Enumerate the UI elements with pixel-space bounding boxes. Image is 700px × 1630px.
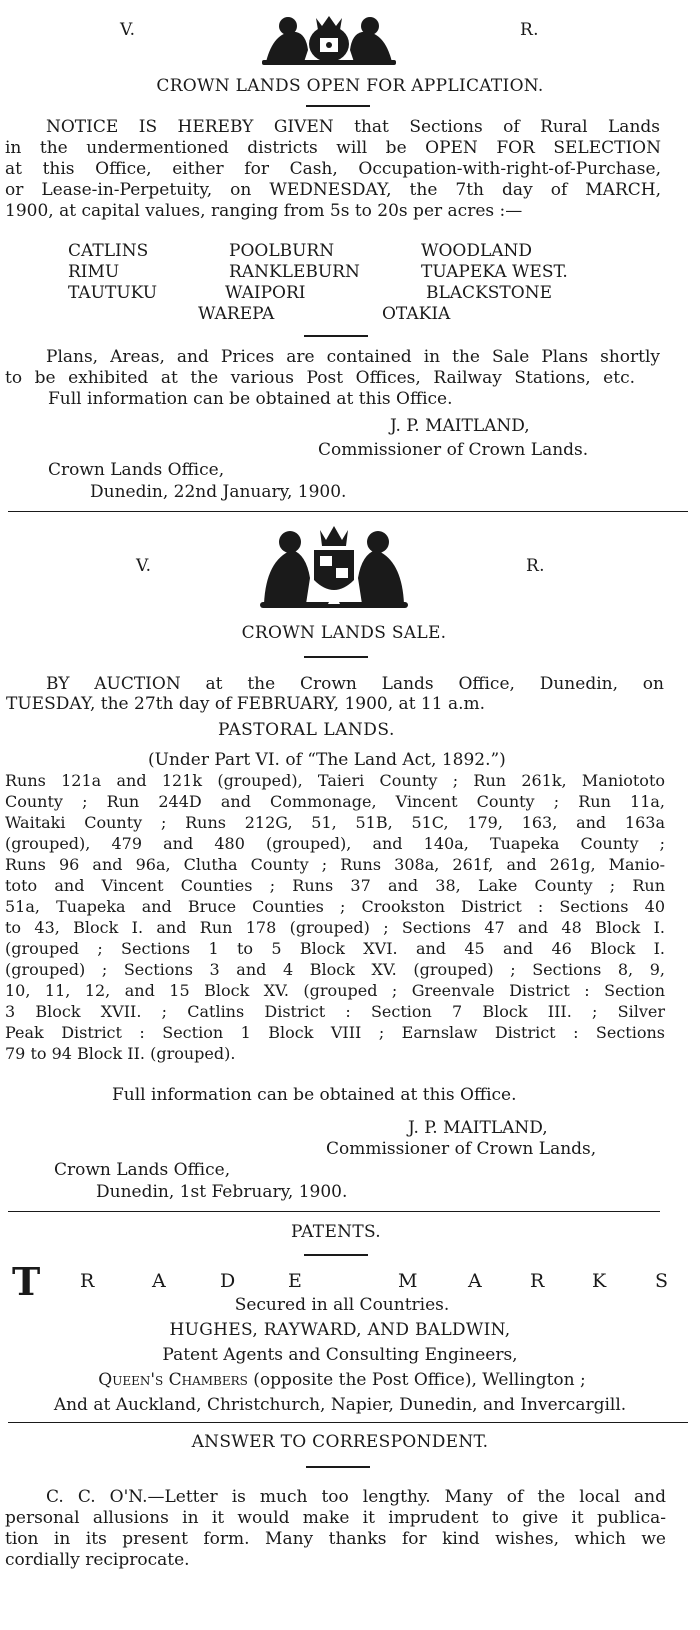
- correspondent-line-1: C. C. O'N.—Letter is much too lengthy. Many of the local and: [46, 1487, 666, 1507]
- trade-marks-initial: T: [12, 1259, 41, 1304]
- royal-crest-icon: [256, 10, 402, 66]
- district-woodland: WOODLAND: [421, 241, 533, 261]
- district-rimu: RIMU: [68, 262, 120, 282]
- correspondent-line-4: cordially reciprocate.: [5, 1550, 190, 1570]
- notice1-plans-line-2: to be exhibited at the various Post Offices, Railway Stations, etc.: [5, 368, 635, 388]
- notice2-office-date: Dunedin, 1st February, 1900.: [96, 1182, 348, 1202]
- notice2-intro-line-1: BY AUCTION at the Crown Lands Office, Dunedin, on: [46, 674, 664, 694]
- runs-line-3: Waitaki County ; Runs 212G, 51, 51B, 51C, 179, 163, and 163a: [5, 813, 665, 832]
- notice2-office: Crown Lands Office,: [54, 1160, 231, 1180]
- runs-line-7: 51a, Tuapeka and Bruce Counties ; Crookston District : Sections 40: [5, 897, 665, 916]
- notice1-title-rule: [306, 105, 370, 107]
- notice1-plans-line-3: Full information can be obtained at this Office.: [48, 389, 453, 409]
- correspondent-line-3: tion in its present form. Many thanks for kind wishes, which we: [5, 1529, 666, 1549]
- runs-line-10: (grouped) ; Sections 3 and 4 Block XV. (grouped) ; Sections 8, 9,: [5, 960, 665, 979]
- district-otakia: OTAKIA: [382, 304, 451, 324]
- notice1-vr-right: R.: [520, 20, 539, 40]
- runs-line-4: (grouped), 479 and 480 (grouped), and 140a, Tuapeka County ;: [5, 834, 665, 853]
- notice1-office-date: Dunedin, 22nd January, 1900.: [90, 482, 347, 502]
- patents-address-chambers: Queen's Chambers: [98, 1370, 248, 1390]
- notice1-signatory-title: Commissioner of Crown Lands.: [318, 440, 589, 460]
- notice1-plans-line-1: Plans, Areas, and Prices are contained in the Sale Plans shortly: [46, 347, 660, 367]
- runs-line-13: Peak District : Section 1 Block VIII ; Earnslaw District : Sections: [5, 1023, 665, 1042]
- runs-line-5: Runs 96 and 96a, Clutha County ; Runs 308a, 261f, and 261g, Manio-: [5, 855, 665, 874]
- trade-marks-letter-s: S: [655, 1270, 669, 1292]
- runs-line-11: 10, 11, 12, and 15 Block XV. (grouped ; Greenvale District : Section: [5, 981, 665, 1000]
- notice2-subtitle: PASTORAL LANDS.: [218, 720, 395, 740]
- notice2-signatory-title: Commissioner of Crown Lands,: [326, 1139, 597, 1159]
- notice2-intro-line-2: TUESDAY, the 27th day of FEBRUARY, 1900, at 11 a.m.: [6, 694, 486, 714]
- notice2-vr-left: V.: [136, 556, 152, 576]
- runs-line-14: 79 to 94 Block II. (grouped).: [5, 1044, 236, 1063]
- notice1-line-3: at this Office, either for Cash, Occupation-with-right-of-Purchase,: [5, 159, 661, 179]
- patents-branches: And at Auckland, Christchurch, Napier, Dunedin, and Invercargill.: [53, 1395, 627, 1415]
- notice2-info: Full information can be obtained at this Office.: [112, 1085, 517, 1105]
- trade-marks-letter-a2: A: [468, 1270, 482, 1292]
- trade-marks-letter-k: K: [592, 1270, 607, 1292]
- notice2-vr-right: R.: [526, 556, 545, 576]
- notice1-line-1: NOTICE IS HEREBY GIVEN that Sections of Rural Lands: [46, 117, 660, 137]
- runs-line-9: (grouped ; Sections 1 to 5 Block XVI. and 45 and 46 Block I.: [5, 939, 665, 958]
- notice1-district-rule: [304, 335, 368, 337]
- trade-marks-letter-m: M: [398, 1270, 418, 1292]
- notice1-signatory: J. P. MAITLAND,: [390, 416, 530, 436]
- district-tautuku: TAUTUKU: [68, 283, 158, 303]
- section-divider-2: [8, 1211, 660, 1212]
- notice1-vr-left: V.: [120, 20, 136, 40]
- trade-marks-letter-a: A: [152, 1270, 166, 1292]
- district-tuapeka-west: TUAPEKA WEST.: [421, 262, 568, 282]
- trade-marks-letter-d: D: [220, 1270, 236, 1292]
- notice1-line-2: in the undermentioned districts will be OPEN FOR SELECTION: [5, 138, 661, 158]
- district-warepa: WAREPA: [198, 304, 275, 324]
- section-divider-3: [8, 1422, 688, 1423]
- patents-address-rest: (opposite the Post Office), Wellington ;: [247, 1370, 586, 1390]
- correspondent-title: ANSWER TO CORRESPONDENT.: [191, 1432, 489, 1452]
- patents-role: Patent Agents and Consulting Engineers,: [162, 1345, 518, 1365]
- section-divider-1: [8, 511, 688, 512]
- correspondent-title-rule: [306, 1466, 370, 1468]
- district-catlins: CATLINS: [68, 241, 149, 261]
- patents-address: [0, 1370, 692, 1390]
- royal-coat-of-arms-icon: [256, 520, 412, 610]
- runs-line-12: 3 Block XVII. ; Catlins District : Section 7 Block III. ; Silver: [5, 1002, 665, 1021]
- district-waipori: WAIPORI: [225, 283, 306, 303]
- patents-title: PATENTS.: [290, 1222, 382, 1242]
- runs-line-2: County ; Run 244D and Commonage, Vincent County ; Run 11a,: [5, 792, 665, 811]
- notice1-line-5: 1900, at capital values, ranging from 5s to 20s per acres :—: [5, 201, 523, 221]
- patents-secured: Secured in all Countries.: [234, 1295, 450, 1315]
- runs-line-1: Runs 121a and 121k (grouped), Taieri County ; Run 261k, Maniototo: [5, 771, 665, 790]
- notice2-title: CROWN LANDS SALE.: [241, 623, 447, 643]
- runs-line-8: to 43, Block I. and Run 178 (grouped) ; Sections 47 and 48 Block I.: [5, 918, 665, 937]
- district-rankleburn: RANKLEBURN: [229, 262, 360, 282]
- runs-line-6: toto and Vincent Counties ; Runs 37 and 38, Lake County ; Run: [5, 876, 665, 895]
- district-poolburn: POOLBURN: [229, 241, 335, 261]
- patents-firm: HUGHES, RAYWARD, AND BALDWIN,: [169, 1320, 511, 1340]
- district-blackstone: BLACKSTONE: [426, 283, 552, 303]
- notice2-act: (Under Part VI. of “The Land Act, 1892.”): [148, 750, 506, 770]
- patents-title-rule: [304, 1254, 368, 1256]
- notice2-signatory: J. P. MAITLAND,: [408, 1118, 548, 1138]
- notice2-title-rule: [304, 656, 368, 658]
- correspondent-line-2: personal allusions in it would make it imprudent to give it publica-: [5, 1508, 666, 1528]
- notice1-office: Crown Lands Office,: [48, 460, 225, 480]
- trade-marks-letter-e: E: [288, 1270, 302, 1292]
- notice1-title: CROWN LANDS OPEN FOR APPLICATION.: [156, 76, 544, 96]
- trade-marks-letter-r2: R: [530, 1270, 545, 1292]
- notice1-line-4: or Lease-in-Perpetuity, on WEDNESDAY, the 7th day of MARCH,: [5, 180, 661, 200]
- trade-marks-letter-r: R: [80, 1270, 95, 1292]
